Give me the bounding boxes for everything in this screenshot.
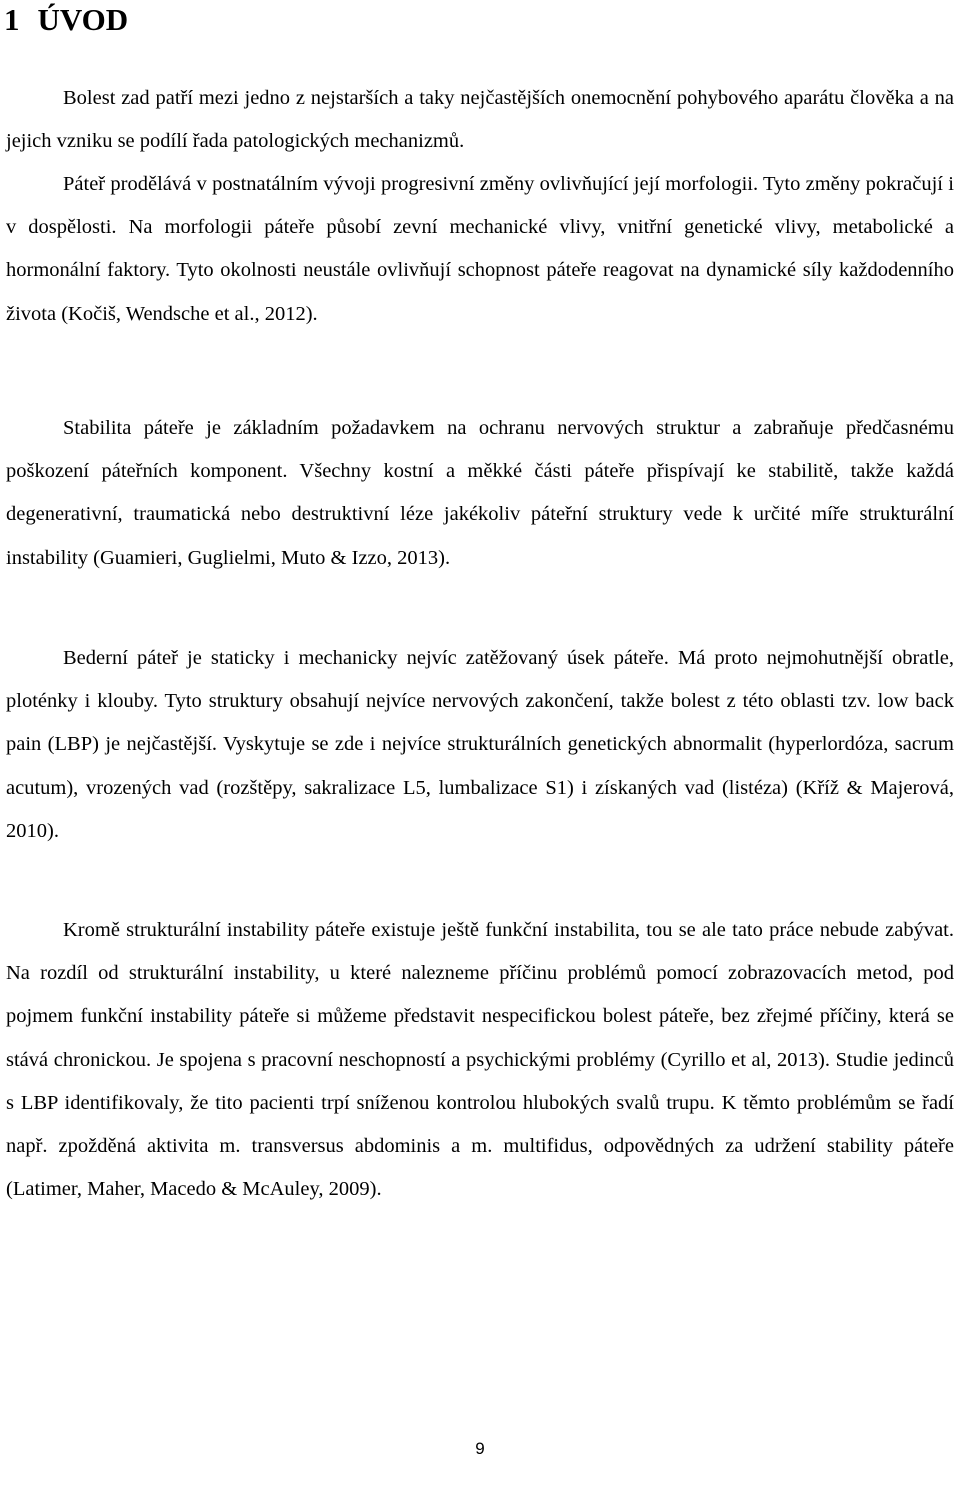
paragraph-lumbar-spine: Bederní páteř je staticky i mechanicky nejvíc zatěžovaný úsek páteře. Má proto nejmohutnější obratle, ploténky i klouby. Tyto struktury obsahují nejvíce nervových zakončení, takže bolest z této oblasti tzv. low back pain (LBP) je nejčastější. Vyskytuje se zde i nejvíce strukturálních genetických abnormalit (hyperlordóza, sacrum acutum), vrozených vad (rozštěpy, sakralizace L5, lumbalizace S1) i získaných vad (listéza) (Kříž & Majerová, 2010). [6,647,954,842]
paragraph-functional-instability: Kromě strukturální instability páteře existuje ještě funkční instabilita, tou se ale tato práce nebude zabývat. Na rozdíl od strukturální instability, u které nalezneme příčinu problémů pomocí zobrazovacích metod, pod pojmem funkční instability páteře si můžeme představit nespecifickou bolest páteře, bez zřejmé příčiny, která se stává chronickou. Je spojena s pracovní neschopností a psychickými problémy (Cyrillo et al, 2013). Studie jedinců s LBP identifikovaly, že tito pacienti trpí sníženou kontrolou hlubokých svalů trupu. K těmto problémům se řadí např. zpožděná aktivita m. transversus abdominis a m. multifidus, odpovědných za udržení stability páteře (Latimer, Maher, Macedo & McAuley, 2009). [6,919,954,1201]
paragraph-spine-stability: Stabilita páteře je základním požadavkem na ochranu nervových struktur a zabraňuje předčasnému poškození páteřních komponent. Všechny kostní a měkké části páteře přispívají ke stabilitě, takže každá degenerativní, traumatická nebo destruktivní léze jakékoliv páteřní struktury vede k určité míře strukturální instability (Guamieri, Guglielmi, Muto & Izzo, 2013). [6,417,954,569]
paragraph-spine-morphology: Páteř prodělává v postnatálním vývoji progresivní změny ovlivňující její morfologii. Tyto změny pokračují i v dospělosti. Na morfologii páteře působí zevní mechanické vlivy, vnitřní genetické vlivy, metabolické a hormonální faktory. Tyto okolnosti neustále ovlivňují schopnost páteře reagovat na dynamické síly každodenního života (Kočiš, Wendsche et al., 2012). [6,173,954,325]
chapter-heading [4,0,128,40]
paragraph-back-pain-intro: Bolest zad patří mezi jedno z nejstarších a taky nejčastějších onemocnění pohybového aparátu člověka a na jejich vzniku se podílí řada patologických mechanizmů. [6,87,954,153]
page-number: 9 [475,1439,485,1458]
chapter-title: ÚVOD [37,2,129,37]
chapter-number: 1 [4,2,20,37]
